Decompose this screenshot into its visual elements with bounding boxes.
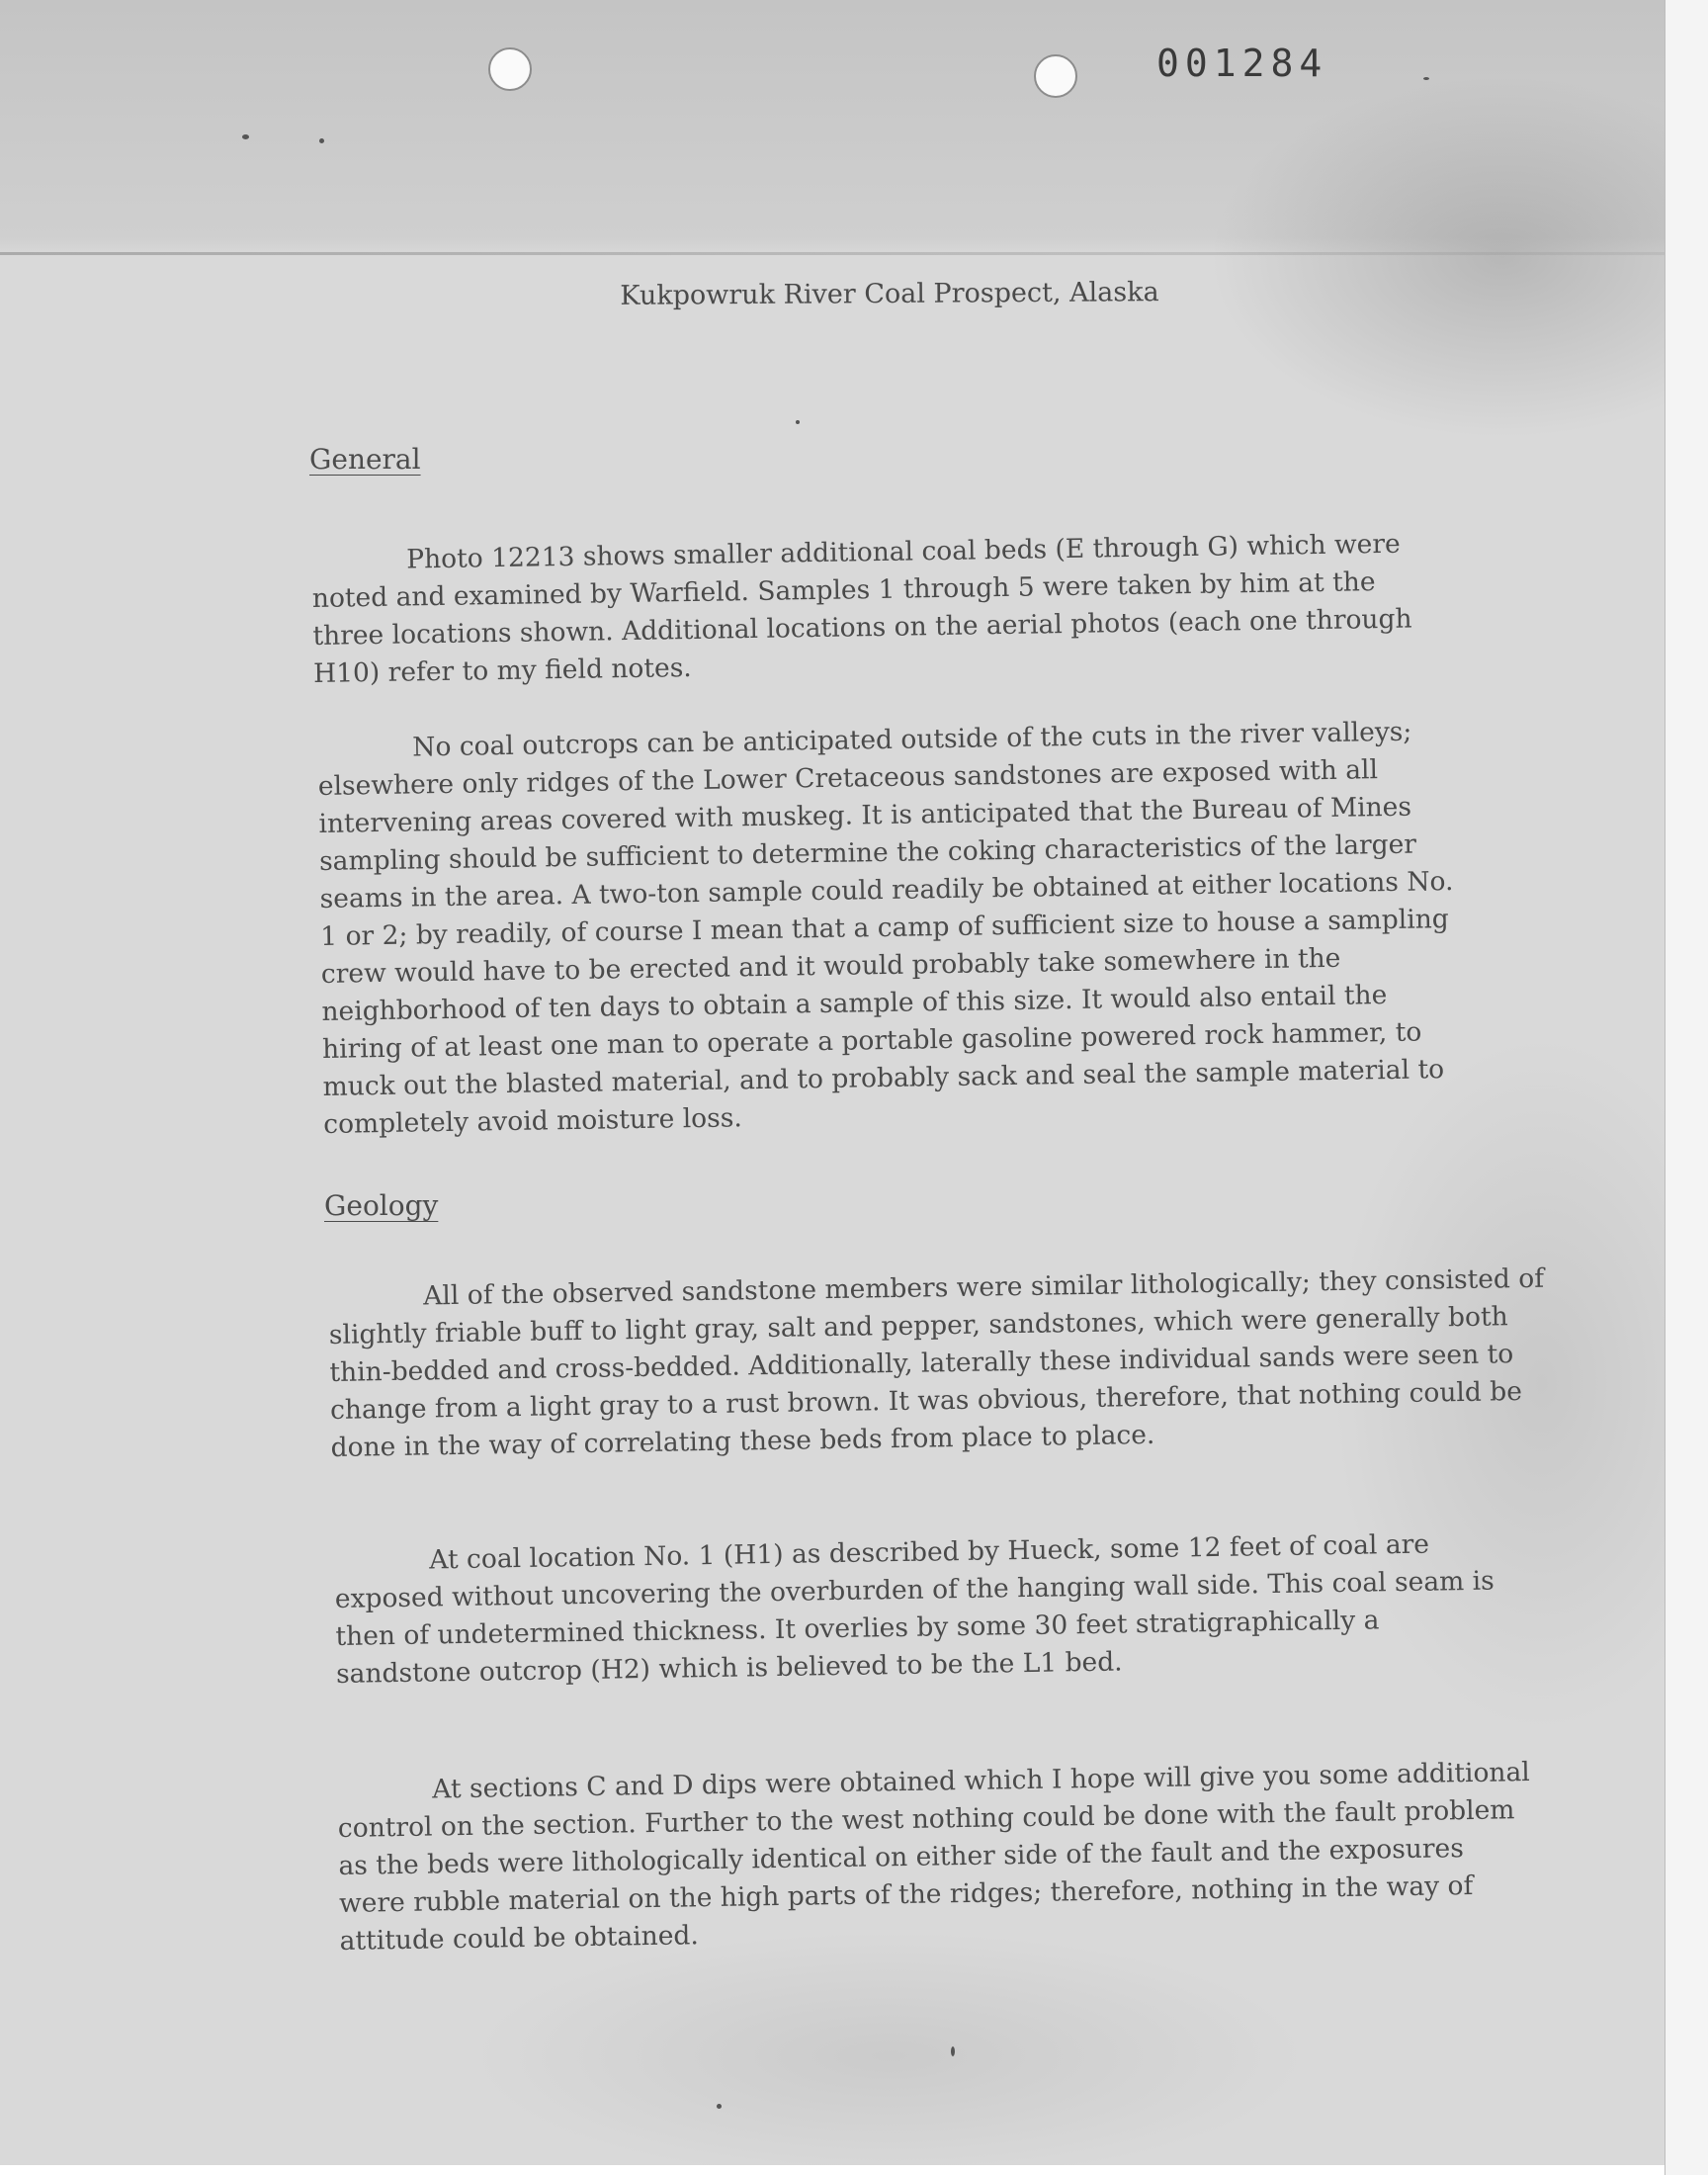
scan-speck xyxy=(796,420,800,424)
general-paragraph-2: No coal outcrops can be anticipated outside of the cuts in the river valleys; elsewhere only ridges of the Lower Cretaceous sandstones are exposed with all intervening areas covered with muskeg. It is anticipated that the Bureau of Mines sampling should be sufficient to determine the coking characteristics of the larger seams in the area. A two-ton sample could readily be obtained at either locations No. 1 or 2; by readily, of course I mean that a camp of sufficient size to house a sampling crew would have to be erected and it would probably take somewhere in the neighborhood of ten days to obtain a sample of this size. It would also entail the hiring of at least one man to operate a portable gasoline powered rock hammer, to muck out the blasted material, and to probably sack and seal the sample material to completely avoid moisture loss. xyxy=(317,716,1454,1140)
geology-paragraph-1: All of the observed sandstone members were similar lithologically; they consisted of slightly friable buff to light gray, salt and pepper, sandstones, which were generally both thin-bedded and cross-bedded. Additionally, laterally these individual sands were seen to change from a light gray to a rust brown. It was obvious, therefore, that nothing could be done in the way of correlating these beds from place to place. xyxy=(328,1262,1545,1463)
document-number: 001284 xyxy=(1156,42,1328,85)
scan-speck xyxy=(951,2046,955,2056)
page-right-margin xyxy=(1665,0,1708,2175)
punch-hole-right xyxy=(1034,54,1077,98)
geology-paragraph-3: At sections C and D dips were obtained which I hope will give you some additional control on the section. Further to the west nothing could be done with the fault problem as the beds were lithologically identical on either side of the fault and the exposures were rubble material on the high parts of the ridges; therefore, nothing in the way of attitude could be obtained. xyxy=(337,1756,1531,1957)
scan-speck xyxy=(319,138,324,143)
geology-paragraph-2: At coal location No. 1 (H1) as described by Hueck, some 12 feet of coal are exposed without uncovering the overburden of the hanging wall side. This coal seam is then of undetermined thickness. It overlies by some 30 feet stratigraphically a sandstone outcrop (H2) which is believed to be the L1 bed. xyxy=(334,1528,1495,1690)
scan-speck xyxy=(717,2104,722,2109)
general-paragraph-1: Photo 12213 shows smaller additional coal beds (E through G) which were noted and examined by Warfield. Samples 1 through 5 were taken by him at the three locations shown. Additional locations on the aerial photos (each one through H10) refer to my field notes. xyxy=(311,528,1412,689)
section-heading-geology: Geology xyxy=(324,1189,439,1222)
top-fold-line xyxy=(0,252,1665,255)
document-title: Kukpowruk River Coal Prospect, Alaska xyxy=(620,277,1159,311)
scan-speck xyxy=(1423,77,1429,80)
scan-speck xyxy=(242,134,249,139)
punch-hole-left xyxy=(488,47,532,91)
section-heading-general: General xyxy=(309,443,421,476)
